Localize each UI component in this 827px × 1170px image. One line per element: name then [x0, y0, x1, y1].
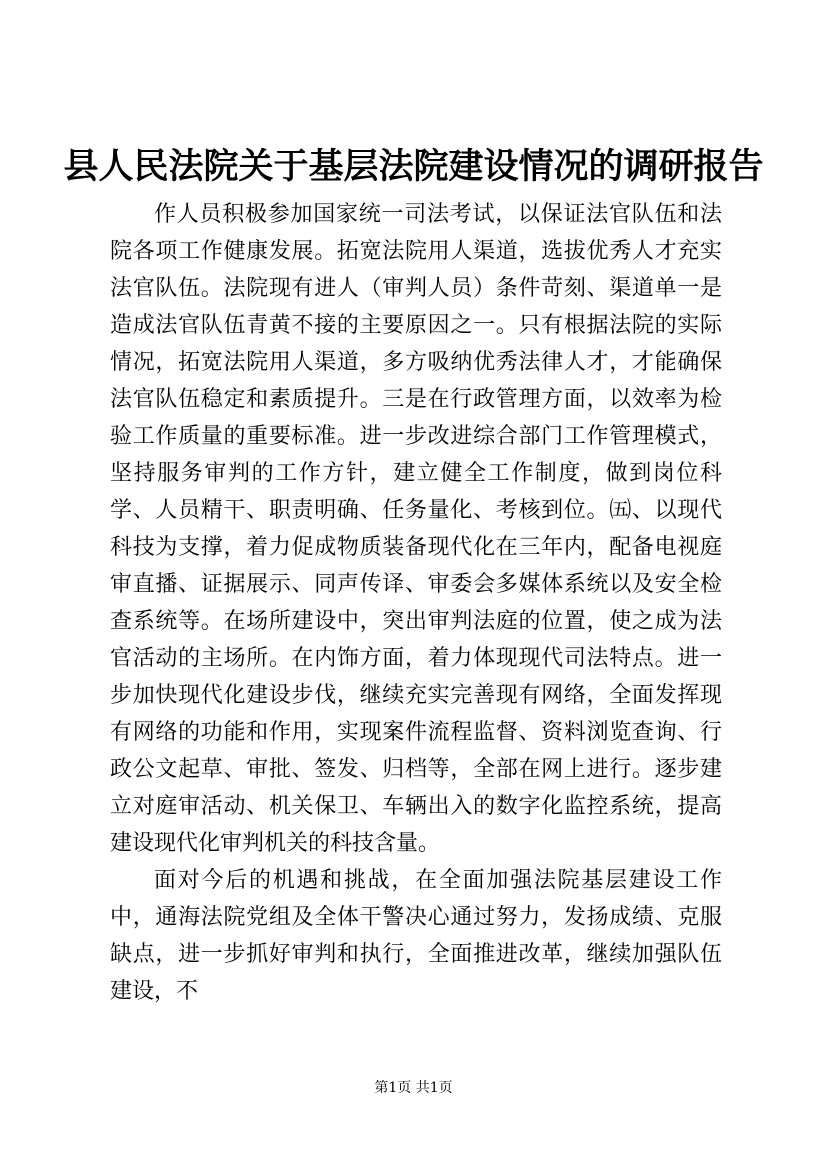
document-title: 县人民法院关于基层法院建设情况的调研报告	[63, 146, 764, 187]
body-paragraph: 作人员积极参加国家统一司法考试，以保证法官队伍和法院各项工作健康发展。拓宽法院用人渠道，选拔优秀人才充实法官队伍。法院现有进人（审判人员）条件苛刻、渠道单一是造成法官队伍青黄不接的主要原因之一。只有根据法院的实际情况，拓宽法院用人渠道，多方吸纳优秀法律人才，才能确保法官队伍稳定和素质提升。三是在行政管理方面，以效率为检验工作质量的重要标准。进一步改进综合部门工作管理模式，坚持服务审判的工作方针，建立健全工作制度，做到岗位科学、人员精干、职责明确、任务量化、考核到位。㈤、以现代科技为支撑，着力促成物质装备现代化在三年内，配备电视庭审直播、证据展示、同声传译、审委会多媒体系统以及安全检查系统等。在场所建设中，突出审判法庭的位置，使之成为法官活动的主场所。在内饰方面，着力体现现代司法特点。进一步加快现代化建设步伐，继续充实完善现有网络，全面发挥现有网络的功能和作用，实现案件流程监督、资料浏览查询、行政公文起草、审批、签发、归档等，全部在网上进行。逐步建立对庭审活动、机关保卫、车辆出入的数字化监控系统，提高建设现代化审判机关的科技含量。	[110, 202, 722, 856]
body-paragraph: 面对今后的机遇和挑战，在全面加强法院基层建设工作中，通海法院党组及全体干警决心通过努力，发扬成绩、克服缺点，进一步抓好审判和执行，全面推进改革，继续加强队伍建设，不	[110, 868, 722, 1004]
document-body	[110, 196, 722, 1010]
page-footer	[0, 1078, 827, 1098]
page-number-label: 第1页 共1页	[374, 1080, 453, 1096]
